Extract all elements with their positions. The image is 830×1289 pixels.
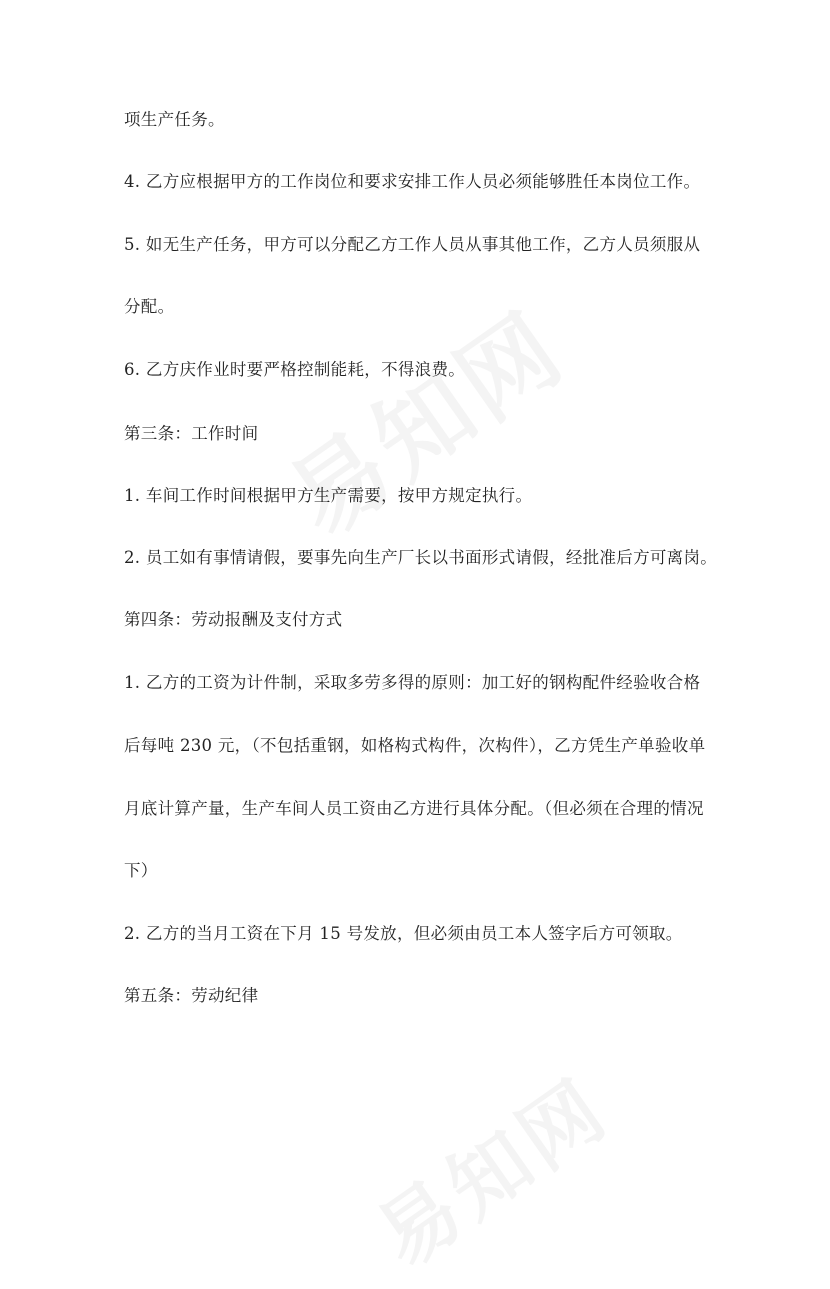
text-line: 2. 员工如有事情请假，要事先向生产厂长以书面形式请假，经批准后方可离岗。 bbox=[124, 548, 718, 567]
watermark bbox=[258, 275, 587, 563]
text-line: 5. 如无生产任务，甲方可以分配乙方工作人员从事其他工作，乙方人员须服从 bbox=[124, 235, 701, 254]
text-line: 2. 乙方的当月工资在下月 15 号发放，但必须由员工本人签字后方可领取。 bbox=[124, 924, 683, 943]
text-line: 6. 乙方庆作业时要严格控制能耗，不得浪费。 bbox=[124, 360, 466, 379]
text-line: 月底计算产量，生产车间人员工资由乙方进行具体分配。（但必须在合理的情况 bbox=[124, 799, 704, 818]
text-line: 1. 车间工作时间根据甲方生产需要，按甲方规定执行。 bbox=[124, 486, 533, 505]
text-line: 项生产任务。 bbox=[124, 110, 225, 129]
text-line: 分配。 bbox=[124, 297, 175, 316]
text-line: 4. 乙方应根据甲方的工作岗位和要求安排工作人员必须能够胜任本岗位工作。 bbox=[124, 172, 701, 191]
section-heading: 第四条：劳动报酬及支付方式 bbox=[124, 610, 343, 629]
watermark-lower bbox=[350, 1046, 627, 1288]
text-line: 下） bbox=[124, 861, 158, 880]
section-heading: 第三条：工作时间 bbox=[124, 424, 259, 443]
section-heading: 第五条：劳动纪律 bbox=[124, 986, 259, 1005]
text-line: 后每吨 230 元，（不包括重钢，如格构式构件，次构件），乙方凭生产单验收单 bbox=[124, 736, 706, 755]
text-line: 1. 乙方的工资为计件制，采取多劳多得的原则：加工好的钢构配件经验收合格 bbox=[124, 673, 701, 692]
